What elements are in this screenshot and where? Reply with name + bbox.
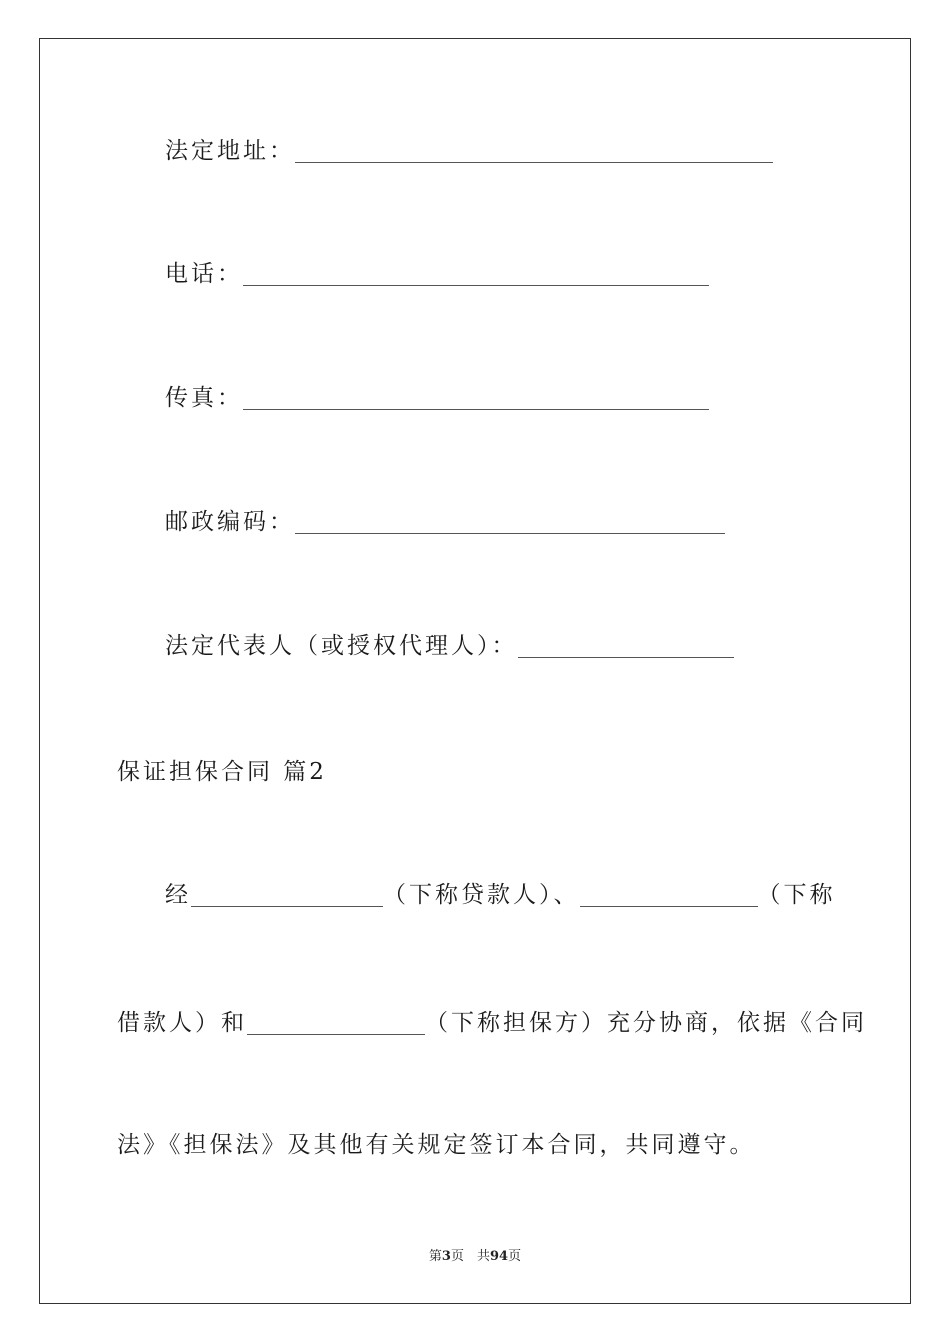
page-prefix: 第 bbox=[428, 1249, 442, 1264]
legal-rep-label: 法定代表人（或授权代理人）： bbox=[165, 633, 518, 659]
postal-code-row bbox=[165, 507, 725, 537]
fax-blank[interactable] bbox=[243, 387, 709, 410]
borrower-blank[interactable] bbox=[580, 884, 758, 907]
page-number-footer bbox=[0, 1248, 950, 1266]
body-line-1 bbox=[165, 880, 836, 910]
legal-rep-row bbox=[165, 631, 734, 661]
postal-code-blank[interactable] bbox=[295, 511, 725, 534]
page-mid: 页 共 bbox=[450, 1249, 490, 1264]
body-line-3: 法》《担保法》及其他有关规定签订本合同，共同遵守。 bbox=[117, 1132, 756, 1158]
body-line-2-prefix: 借款人）和 bbox=[117, 1010, 247, 1036]
legal-address-label: 法定地址： bbox=[165, 138, 295, 164]
body-line-1-prefix: 经 bbox=[165, 882, 191, 908]
page-total: 94 bbox=[489, 1249, 509, 1264]
lender-blank[interactable] bbox=[191, 884, 383, 907]
page-suffix: 页 bbox=[508, 1249, 522, 1264]
legal-rep-blank[interactable] bbox=[518, 635, 734, 658]
body-line-2 bbox=[117, 1008, 867, 1038]
legal-address-blank[interactable] bbox=[295, 140, 773, 163]
phone-blank[interactable] bbox=[243, 263, 709, 286]
body-line-1-suffix: （下称 bbox=[757, 882, 836, 908]
guarantor-blank[interactable] bbox=[247, 1012, 425, 1035]
fax-row bbox=[165, 383, 709, 413]
legal-address-row bbox=[165, 136, 773, 166]
phone-label: 电话： bbox=[165, 261, 243, 287]
postal-code-label: 邮政编码： bbox=[165, 509, 295, 535]
section-title: 保证担保合同 篇2 bbox=[117, 759, 327, 785]
page-current: 3 bbox=[441, 1249, 451, 1264]
body-line-2-suffix: （下称担保方）充分协商，依据《合同 bbox=[425, 1010, 867, 1036]
phone-row bbox=[165, 259, 709, 289]
page-frame bbox=[39, 38, 911, 1304]
body-line-1-mid: （下称贷款人）、 bbox=[383, 882, 580, 908]
fax-label: 传真： bbox=[165, 385, 243, 411]
